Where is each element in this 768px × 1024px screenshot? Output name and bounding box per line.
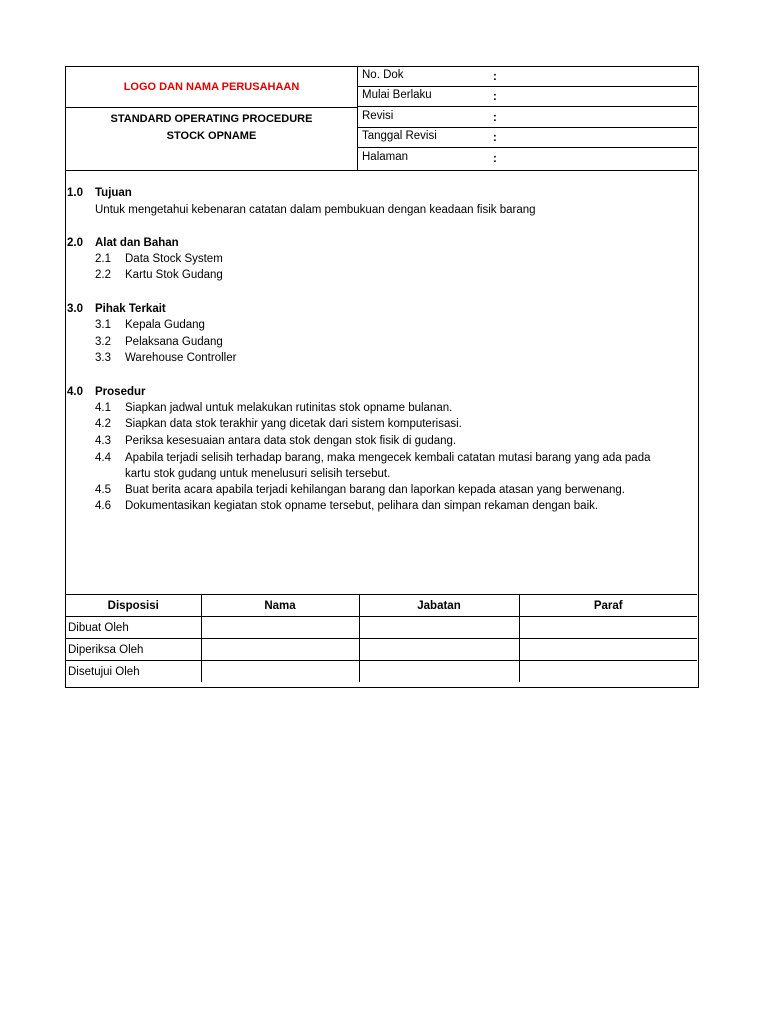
meta-label: No. Dok xyxy=(362,69,404,81)
item-number: 3.2 xyxy=(95,336,111,348)
nama-cell[interactable] xyxy=(201,661,359,683)
meta-colon: : xyxy=(493,91,497,103)
item-text: Pelaksana Gudang xyxy=(125,336,223,348)
section-number: 2.0 xyxy=(67,237,83,249)
section-number: 4.0 xyxy=(67,386,83,398)
item-text: kartu stok gudang untuk menelusuri selisih tersebut. xyxy=(125,468,391,480)
jabatan-cell[interactable] xyxy=(359,661,519,683)
item-number: 4.5 xyxy=(95,484,111,496)
row-label: Diperiksa Oleh xyxy=(66,639,201,661)
item-number: 4.3 xyxy=(95,435,111,447)
item-text: Warehouse Controller xyxy=(125,352,237,364)
company-logo-placeholder: LOGO DAN NAMA PERUSAHAAN xyxy=(66,67,357,108)
paraf-cell[interactable] xyxy=(519,661,697,683)
meta-row-halaman xyxy=(358,149,697,169)
purpose-text: Untuk mengetahui kebenaran catatan dalam pembukuan dengan keadaan fisik barang xyxy=(95,204,536,216)
item-number: 4.1 xyxy=(95,402,111,414)
sop-title xyxy=(66,109,357,145)
meta-row-no-dok xyxy=(358,67,697,87)
item-number: 4.4 xyxy=(95,452,111,464)
item-text: Siapkan data stok terakhir yang dicetak dari sistem komputerisasi. xyxy=(125,418,462,430)
item-number: 2.2 xyxy=(95,269,111,281)
document-header xyxy=(66,67,697,171)
approval-header-row xyxy=(66,595,697,617)
column-header-jabatan: Jabatan xyxy=(359,595,519,617)
item-text: Dokumentasikan kegiatan stok opname tersebut, pelihara dan simpan rekaman dengan baik. xyxy=(125,500,599,512)
section-number: 3.0 xyxy=(67,303,83,315)
row-label: Disetujui Oleh xyxy=(66,661,201,683)
item-number: 3.3 xyxy=(95,352,111,364)
meta-colon: : xyxy=(493,132,497,144)
item-text: Kartu Stok Gudang xyxy=(125,269,223,281)
meta-colon: : xyxy=(493,112,497,124)
column-header-paraf: Paraf xyxy=(519,595,697,617)
nama-cell[interactable] xyxy=(201,617,359,639)
item-number: 2.1 xyxy=(95,253,111,265)
section-title: Tujuan xyxy=(95,187,132,199)
jabatan-cell[interactable] xyxy=(359,639,519,661)
column-header-nama: Nama xyxy=(201,595,359,617)
column-header-disposisi: Disposisi xyxy=(66,595,201,617)
meta-label: Halaman xyxy=(362,151,409,163)
item-text: Kepala Gudang xyxy=(125,319,205,331)
table-row xyxy=(66,639,697,661)
meta-row-mulai-berlaku xyxy=(358,87,697,107)
paraf-cell[interactable] xyxy=(519,639,697,661)
sop-document xyxy=(65,66,699,688)
sop-content xyxy=(66,171,697,595)
table-row xyxy=(66,617,697,639)
header-left xyxy=(66,67,358,170)
item-text: Buat berita acara apabila terjadi kehilangan barang dan laporkan kepada atasan yang berwenang. xyxy=(125,484,625,496)
approval-table xyxy=(66,595,697,682)
document-meta xyxy=(358,67,697,170)
paraf-cell[interactable] xyxy=(519,617,697,639)
section-title: Prosedur xyxy=(95,386,146,398)
sop-title-line1: STANDARD OPERATING PROCEDURE xyxy=(110,113,313,125)
meta-label: Tanggal Revisi xyxy=(362,130,437,142)
item-text: Apabila terjadi selisih terhadap barang, maka mengecek kembali catatan mutasi barang yang ada pada xyxy=(125,452,651,464)
section-title: Alat dan Bahan xyxy=(95,237,179,249)
item-number: 3.1 xyxy=(95,319,111,331)
table-row xyxy=(66,661,697,683)
item-number: 4.6 xyxy=(95,500,111,512)
meta-colon: : xyxy=(493,71,497,83)
nama-cell[interactable] xyxy=(201,639,359,661)
item-text: Data Stock System xyxy=(125,253,223,265)
meta-label: Revisi xyxy=(362,110,394,122)
section-number: 1.0 xyxy=(67,187,83,199)
item-text: Siapkan jadwal untuk melakukan rutinitas stok opname bulanan. xyxy=(125,402,453,414)
item-text: Periksa kesesuaian antara data stok dengan stok fisik di gudang. xyxy=(125,435,457,447)
row-label: Dibuat Oleh xyxy=(66,617,201,639)
sop-title-line2: STOCK OPNAME xyxy=(166,130,257,142)
meta-row-tanggal-revisi xyxy=(358,128,697,148)
meta-row-revisi xyxy=(358,108,697,128)
jabatan-cell[interactable] xyxy=(359,617,519,639)
meta-label: Mulai Berlaku xyxy=(362,89,432,101)
meta-colon: : xyxy=(493,153,497,165)
section-title: Pihak Terkait xyxy=(95,303,166,315)
item-number: 4.2 xyxy=(95,418,111,430)
